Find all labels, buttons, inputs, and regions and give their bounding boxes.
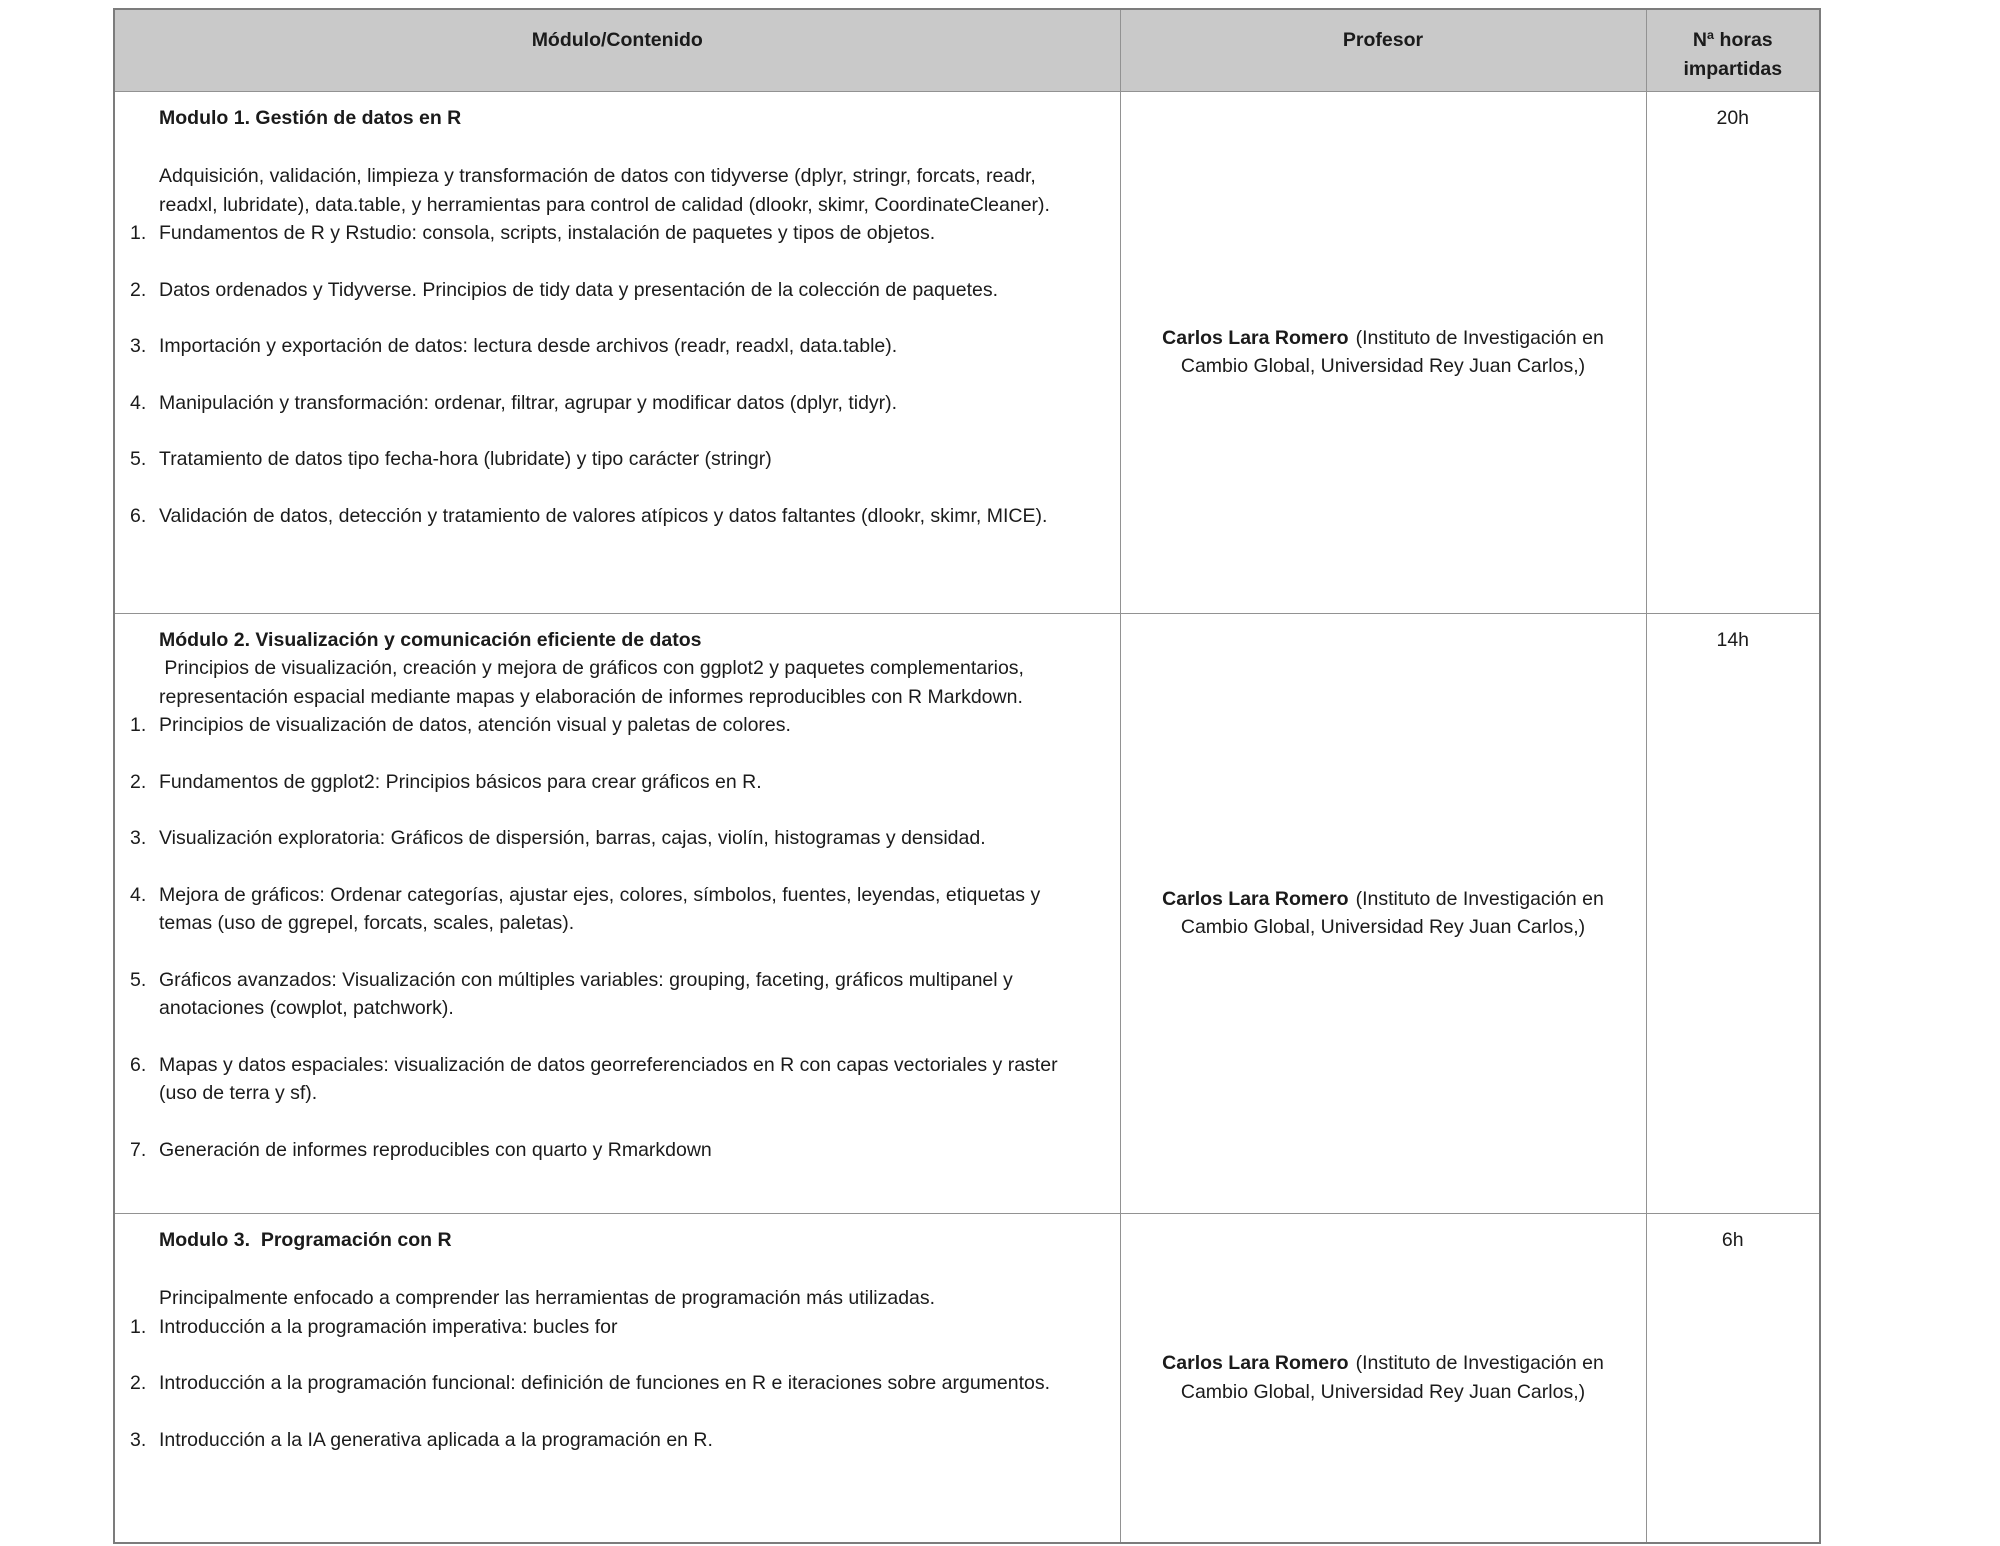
hours-value: 14h bbox=[1716, 628, 1750, 651]
list-item bbox=[130, 1136, 1076, 1165]
module-title: Modulo 3. Programación con R bbox=[159, 1228, 452, 1251]
list-item bbox=[130, 502, 1076, 531]
module-intro-paragraph: Adquisición, validación, limpieza y transformación de datos con tidyverse (dplyr, stringr, forcats, readr, readxl, lubridate), data.table, y herramientas para control de calidad (dlookr, skimr, CoordinateCleaner). bbox=[159, 165, 1050, 216]
list-item bbox=[130, 1369, 1076, 1398]
list-item-number: 5. bbox=[130, 968, 147, 991]
list-item-number: 2. bbox=[130, 1372, 147, 1394]
list-item bbox=[130, 711, 1076, 740]
module-content-cell bbox=[114, 91, 1120, 613]
list-item-text: Datos ordenados y Tidyverse. Principios de tidy data y presentación de la colección de paquetes. bbox=[159, 278, 998, 301]
list-item-number: 1. bbox=[130, 1315, 147, 1338]
list-item bbox=[130, 1313, 1076, 1342]
module-intro-paragraph: Principalmente enfocado a comprender las herramientas de programación más utilizadas. bbox=[159, 1287, 936, 1309]
list-item-number: 3. bbox=[130, 1428, 147, 1451]
list-item-text: Visualización exploratoria: Gráficos de dispersión, barras, cajas, violín, histogramas y densidad. bbox=[159, 827, 986, 849]
module-content-cell bbox=[114, 613, 1120, 1213]
list-item bbox=[130, 219, 1076, 248]
list-item-text: Fundamentos de R y Rstudio: consola, scripts, instalación de paquetes y tipos de objetos. bbox=[159, 222, 936, 244]
professor-cell bbox=[1120, 91, 1646, 613]
column-header-modulo-contenido: Módulo/Contenido bbox=[114, 9, 1120, 91]
professor-affiliation: (Instituto de Investigación en Cambio Global, Universidad Rey Juan Carlos,) bbox=[1180, 1352, 1604, 1403]
list-item bbox=[130, 1051, 1076, 1108]
professor-cell bbox=[1120, 1213, 1646, 1543]
list-item bbox=[130, 276, 1076, 305]
hours-value: 6h bbox=[1721, 1228, 1744, 1251]
professor-info bbox=[1139, 324, 1628, 381]
list-item-text: Introducción a la IA generativa aplicada a la programación en R. bbox=[159, 1428, 713, 1451]
list-item-text: Generación de informes reproducibles con quarto y Rmarkdown bbox=[159, 1138, 712, 1161]
professor-affiliation: (Instituto de Investigación en Cambio Global, Universidad Rey Juan Carlos,) bbox=[1180, 887, 1604, 938]
list-item bbox=[130, 824, 1076, 853]
list-item-text: Tratamiento de datos tipo fecha-hora (lubridate) y tipo carácter (stringr) bbox=[159, 448, 772, 470]
course-modules-table bbox=[113, 8, 1821, 1544]
list-item-text: Gráficos avanzados: Visualización con múltiples variables: grouping, faceting, gráficos multipanel y anotaciones (cowplot, patchwork). bbox=[159, 968, 1013, 1019]
module-title: Módulo 2. Visualización y comunicación eficiente de datos bbox=[159, 628, 702, 651]
list-item-number: 3. bbox=[130, 827, 147, 849]
list-item bbox=[130, 445, 1076, 474]
professor-name: Carlos Lara Romero bbox=[1162, 1352, 1349, 1375]
list-item-text: Manipulación y transformación: ordenar, filtrar, agrupar y modificar datos (dplyr, tidyr). bbox=[159, 391, 898, 414]
list-item-number: 2. bbox=[130, 770, 147, 793]
module-content-cell bbox=[114, 1213, 1120, 1543]
hours-cell bbox=[1646, 1213, 1820, 1543]
list-item-text: Validación de datos, detección y tratamiento de valores atípicos y datos faltantes (dlookr, skimr, MICE). bbox=[159, 504, 1048, 527]
column-header-horas-impartidas: Nª horas impartidas bbox=[1646, 9, 1820, 91]
list-item-text: Mapas y datos espaciales: visualización de datos georreferenciados en R con capas vectoriales y raster (uso de terra y sf). bbox=[159, 1053, 1058, 1104]
list-item-text: Principios de visualización de datos, atención visual y paletas de colores. bbox=[159, 714, 791, 736]
table-row bbox=[114, 91, 1820, 613]
list-item-number: 1. bbox=[130, 714, 147, 736]
list-item-number: 5. bbox=[130, 448, 147, 470]
professor-info bbox=[1139, 1349, 1628, 1406]
list-item-number: 2. bbox=[130, 278, 147, 301]
list-item-number: 6. bbox=[130, 504, 147, 527]
list-item-text: Importación y exportación de datos: lectura desde archivos (readr, readxl, data.table). bbox=[159, 335, 898, 357]
list-item bbox=[130, 389, 1076, 418]
list-item-number: 4. bbox=[130, 883, 147, 906]
list-item bbox=[130, 768, 1076, 797]
hours-value: 20h bbox=[1716, 106, 1750, 129]
list-item-text: Introducción a la programación imperativa: bucles for bbox=[159, 1315, 618, 1338]
list-item-text: Fundamentos de ggplot2: Principios básicos para crear gráficos en R. bbox=[159, 770, 762, 793]
professor-affiliation: (Instituto de Investigación en Cambio Global, Universidad Rey Juan Carlos,) bbox=[1180, 326, 1604, 377]
list-item bbox=[130, 881, 1076, 938]
list-item-number: 1. bbox=[130, 222, 147, 244]
list-item bbox=[130, 332, 1076, 361]
column-header-profesor: Profesor bbox=[1120, 9, 1646, 91]
list-item-number: 7. bbox=[130, 1138, 147, 1161]
list-item-number: 6. bbox=[130, 1053, 147, 1076]
hours-cell bbox=[1646, 613, 1820, 1213]
professor-name: Carlos Lara Romero bbox=[1162, 887, 1349, 910]
table-row bbox=[114, 613, 1820, 1213]
table-row bbox=[114, 1213, 1820, 1543]
professor-name: Carlos Lara Romero bbox=[1162, 326, 1349, 349]
professor-info bbox=[1139, 885, 1628, 942]
professor-cell bbox=[1120, 613, 1646, 1213]
module-title: Modulo 1. Gestión de datos en R bbox=[159, 106, 462, 129]
list-item-text: Mejora de gráficos: Ordenar categorías, ajustar ejes, colores, símbolos, fuentes, leyendas, etiquetas y temas (uso de ggrepel, forcats, scales, paletas). bbox=[159, 883, 1041, 934]
table-body bbox=[114, 91, 1820, 1543]
hours-cell bbox=[1646, 91, 1820, 613]
list-item-number: 4. bbox=[130, 391, 147, 414]
list-item-number: 3. bbox=[130, 335, 147, 357]
module-intro-paragraph: Principios de visualización, creación y mejora de gráficos con ggplot2 y paquetes complementarios, representación espacial mediante mapas y elaboración de informes reproducibles con R Markdown. bbox=[159, 657, 1030, 708]
list-item bbox=[130, 966, 1076, 1023]
list-item bbox=[130, 1426, 1076, 1455]
list-item-text: Introducción a la programación funcional: definición de funciones en R e iteraciones sobre argumentos. bbox=[159, 1372, 1051, 1394]
header-row bbox=[114, 9, 1820, 91]
